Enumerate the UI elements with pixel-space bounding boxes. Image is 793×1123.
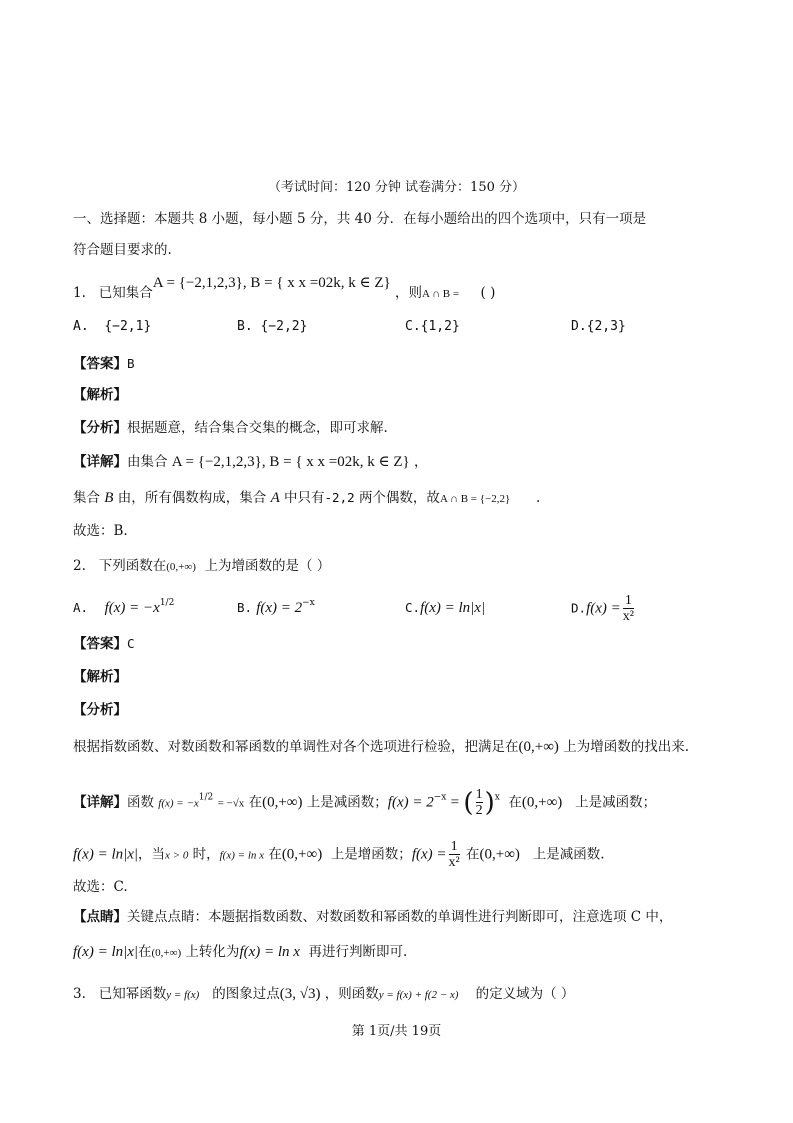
- q1-option-a: A. {−2,1}: [73, 319, 152, 334]
- q2-answer: 【答案】C: [73, 636, 135, 652]
- q2-analysis-tag: 【解析】: [73, 669, 127, 685]
- q2-fenxi: 根据指数函数、对数函数和幂函数的单调性对各个选项进行检验，把满足在(0,+∞) 上为增函数的找出来.: [73, 739, 689, 755]
- q2-detail-line2: f(x) = ln|x|，当x > 0 时，f(x) = ln x 在(0,+∞) 上是增函数；f(x) = $\frac{1}{\text{x²}}$ 在(0,+∞) 上是减函数.: [73, 839, 605, 870]
- section-heading-line2: 符合题目要求的.: [73, 242, 172, 258]
- q1-analysis-tag: 【解析】: [73, 387, 127, 403]
- q2-option-a: A. $f(x) = -x^{1/2}$: [73, 598, 175, 616]
- q3-stem: 3. 已知幂函数y = f(x) 的图象过点(3, √3) ，则函数y = f(x) + f(2 − x) 的定义域为（ ）: [73, 986, 575, 1002]
- q2-dianjing: 【点睛】关键点点睛：本题据指数函数、对数函数和幂函数的单调性进行判断即可，注意选项 C 中，: [73, 909, 673, 925]
- q1-option-b: B. {−2,2}: [237, 319, 308, 334]
- q2-choose: 故选：C.: [73, 879, 128, 895]
- q1-detail: 【详解】由集合 A = {−2,1,2,3}, B = { x x =02k, k ∈ Z} ，: [73, 454, 428, 470]
- q2-option-b: B. $f(x) = 2^{-x}$: [237, 598, 315, 616]
- q2-fenxi-tag: 【分析】: [73, 702, 127, 718]
- q2-detail-line1: 【详解】函数 $f(x) = -x^{1/2} = -√x$ 在(0,+∞) 上是减函数；$f(x) = 2^{-x}$ = ( $\frac{1}{2}$ )$^x$ 在(0,+∞) 上是减函数；: [73, 787, 657, 818]
- q2-option-c: C.f(x) = ln|x|: [405, 600, 486, 616]
- q1-answer: 【答案】B: [73, 356, 135, 372]
- q1-stem: 1. 已知集合A = {−2,1,2,3}, B = { x x =02k, k ∈ Z} ，则A ∩ B = ( ): [73, 275, 496, 301]
- q2-dianjing-line2: f(x) = ln|x|在(0,+∞) 上转化为f(x) = ln x 再进行判断即可.: [73, 944, 408, 960]
- section-heading-line1: 一、选择题：本题共 8 小题，每小题 5 分，共 40 分．在每小题给出的四个选项中，只有一项是: [73, 211, 647, 227]
- q2-option-d: D.f(x) = $\frac{1}{\text{x²}}$: [571, 593, 634, 624]
- exam-info: （考试时间：120 分钟 试卷满分：150 分）: [267, 180, 526, 195]
- q1-option-c: C.{1,2}: [405, 319, 460, 334]
- q1-choose: 故选：B.: [73, 523, 128, 539]
- q2-stem: 2. 下列函数在(0,+∞) 上为增函数的是（ ）: [73, 558, 331, 574]
- q1-fenxi: 【分析】根据题意，结合集合交集的概念，即可求解.: [73, 420, 388, 436]
- q1-detail-line2: 集合 B 由，所有偶数构成，集合 A 中只有-2,2 两个偶数，故A ∩ B = {−2,2} .: [73, 490, 541, 506]
- page-footer: 第 1页/共 19页: [351, 1024, 442, 1039]
- q1-option-d: D.{2,3}: [571, 319, 626, 334]
